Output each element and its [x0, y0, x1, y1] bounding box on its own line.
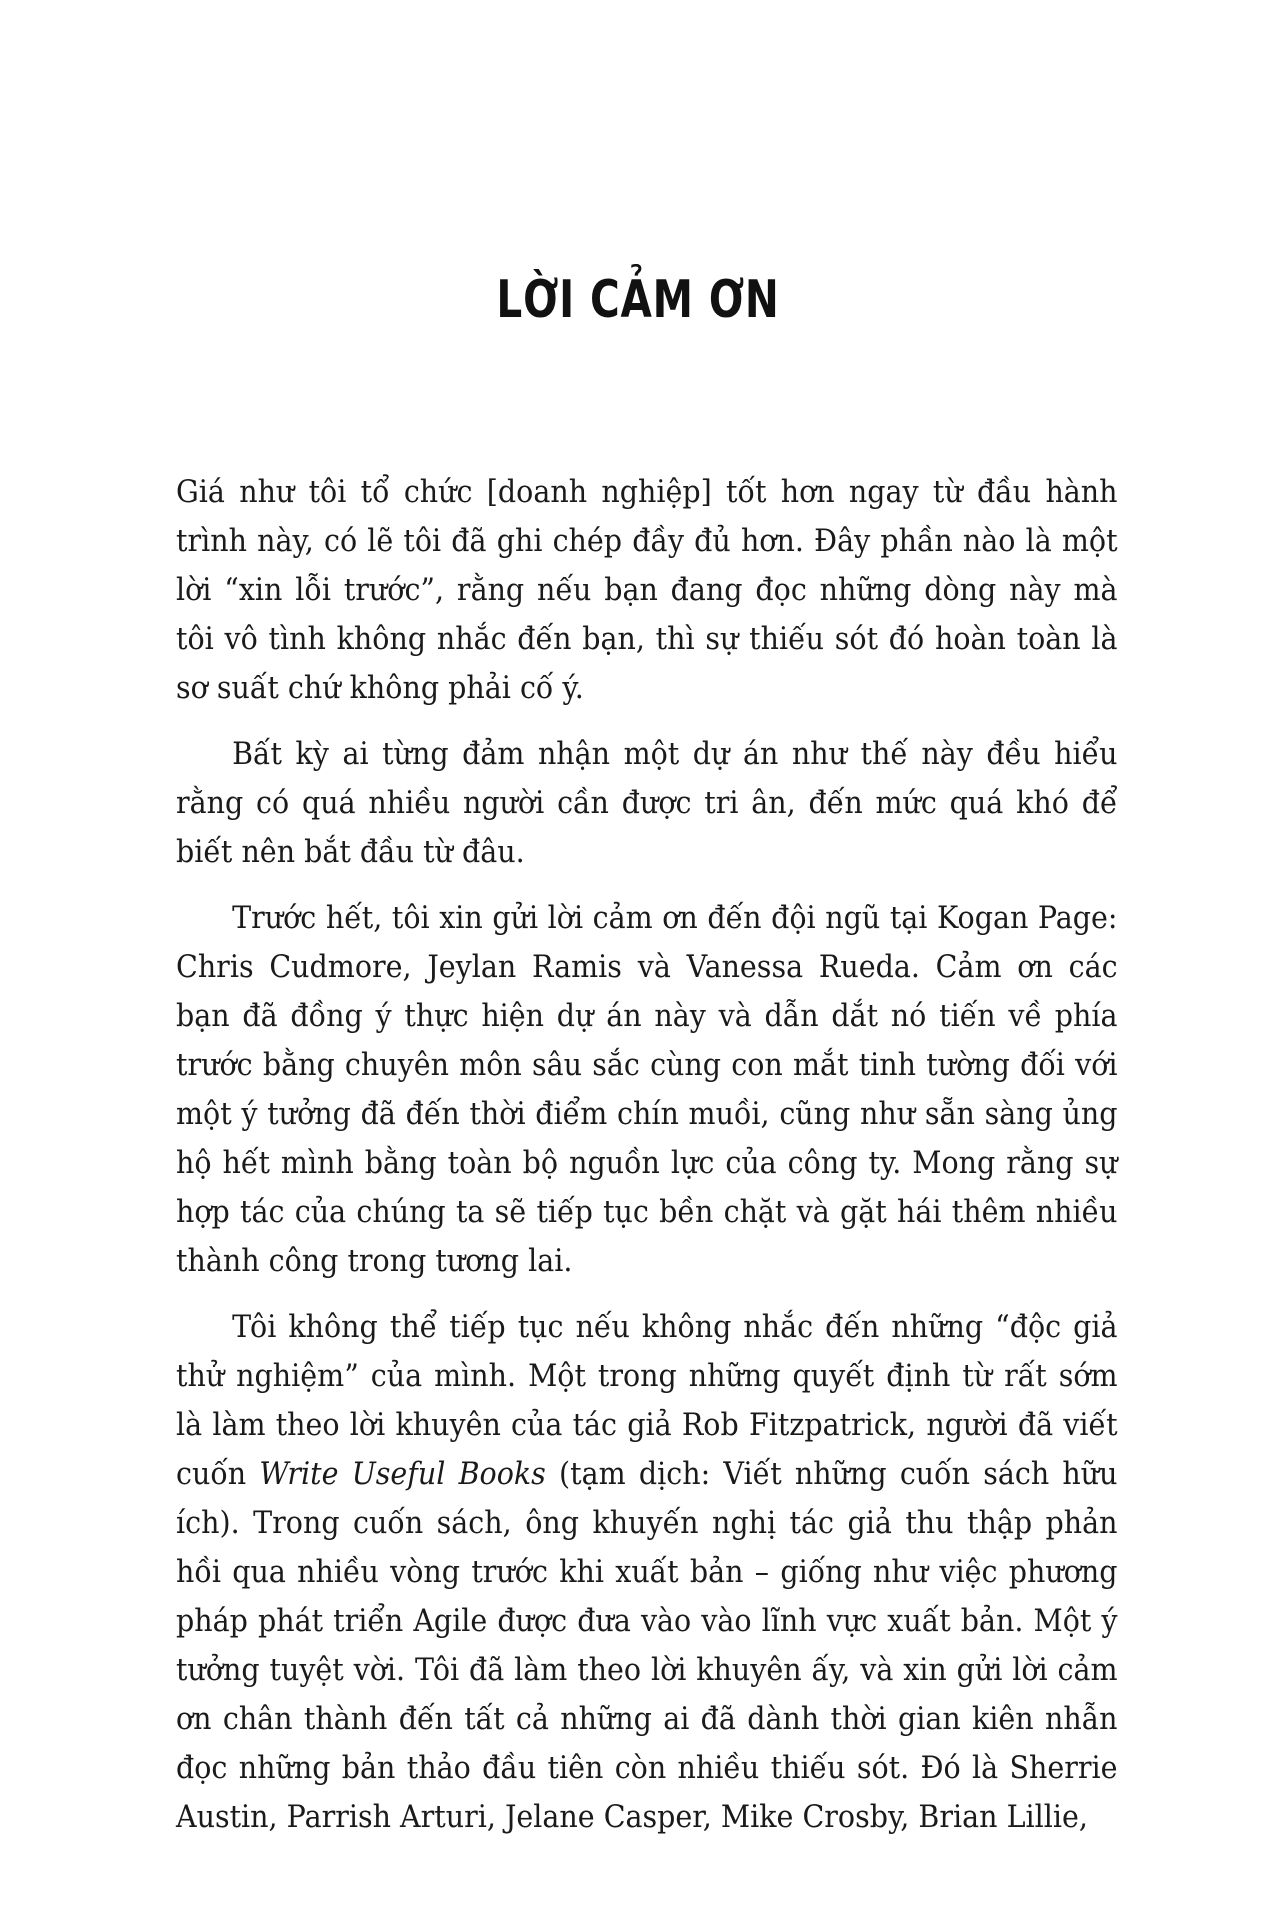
paragraph-3: Trước hết, tôi xin gửi lời cảm ơn đến đội ngũ tại Kogan Page: Chris Cudmore, Jeylan Ramis và Vanessa Rueda. Cảm ơn các bạn đã đồng ý thực hiện dự án này và dẫn dắt nó tiến về phía trước bằng chuyên môn sâu sắc cùng con mắt tinh tường đối với một ý tưởng đã đến thời điểm chín muồi, cũng như sẵn sàng ủng hộ hết mình bằng toàn bộ nguồn lực của công ty. Mong rằng sự hợp tác của chúng ta sẽ tiếp tục bền chặt và gặt hái thêm nhiều thành công trong tương lai. [176, 901, 1118, 1279]
paragraph-4-text-after: (tạm dịch: Viết những cuốn sách hữu ích). Trong cuốn sách, ông khuyến nghị tác giả thu thập phản hồi qua nhiều vòng trước khi xuất bản – giống như việc phương pháp phát triển Agile được đưa vào vào lĩnh vực xuất bản. Một ý tưởng tuyệt vời. Tôi đã làm theo lời khuyên ấy, và xin gửi lời cảm ơn chân thành đến tất cả những ai đã dành thời gian kiên nhẫn đọc những bản thảo đầu tiên còn nhiều thiếu sót. Đó là Sherrie Austin, Parrish Arturi, Jelane Casper, Mike Crosby, Brian Lillie, [176, 1457, 1118, 1835]
body-text [176, 468, 1118, 1859]
paragraph-2: Bất kỳ ai từng đảm nhận một dự án như thế này đều hiểu rằng có quá nhiều người cần được tri ân, đến mức quá khó để biết nên bắt đầu từ đâu. [176, 737, 1118, 870]
book-title-italic: Write Useful Books [259, 1457, 546, 1492]
paragraph-4 [176, 1303, 1118, 1842]
paragraph-1: Giá như tôi tổ chức [doanh nghiệp] tốt hơn ngay từ đầu hành trình này, có lẽ tôi đã ghi chép đầy đủ hơn. Đây phần nào là một lời “xin lỗi trước”, rằng nếu bạn đang đọc những dòng này mà tôi vô tình không nhắc đến bạn, thì sự thiếu sót đó hoàn toàn là sơ suất chứ không phải cố ý. [176, 475, 1118, 706]
page-title: LỜI CẢM ƠN [496, 270, 780, 330]
paragraph-4-text-before: Tôi không thể tiếp tục nếu không nhắc đến những “độc giả thử nghiệm” của mình. Một trong những quyết định từ rất sớm là làm theo lời khuyên của tác giả Rob Fitzpatrick, người đã viết cuốn [176, 1310, 1118, 1492]
